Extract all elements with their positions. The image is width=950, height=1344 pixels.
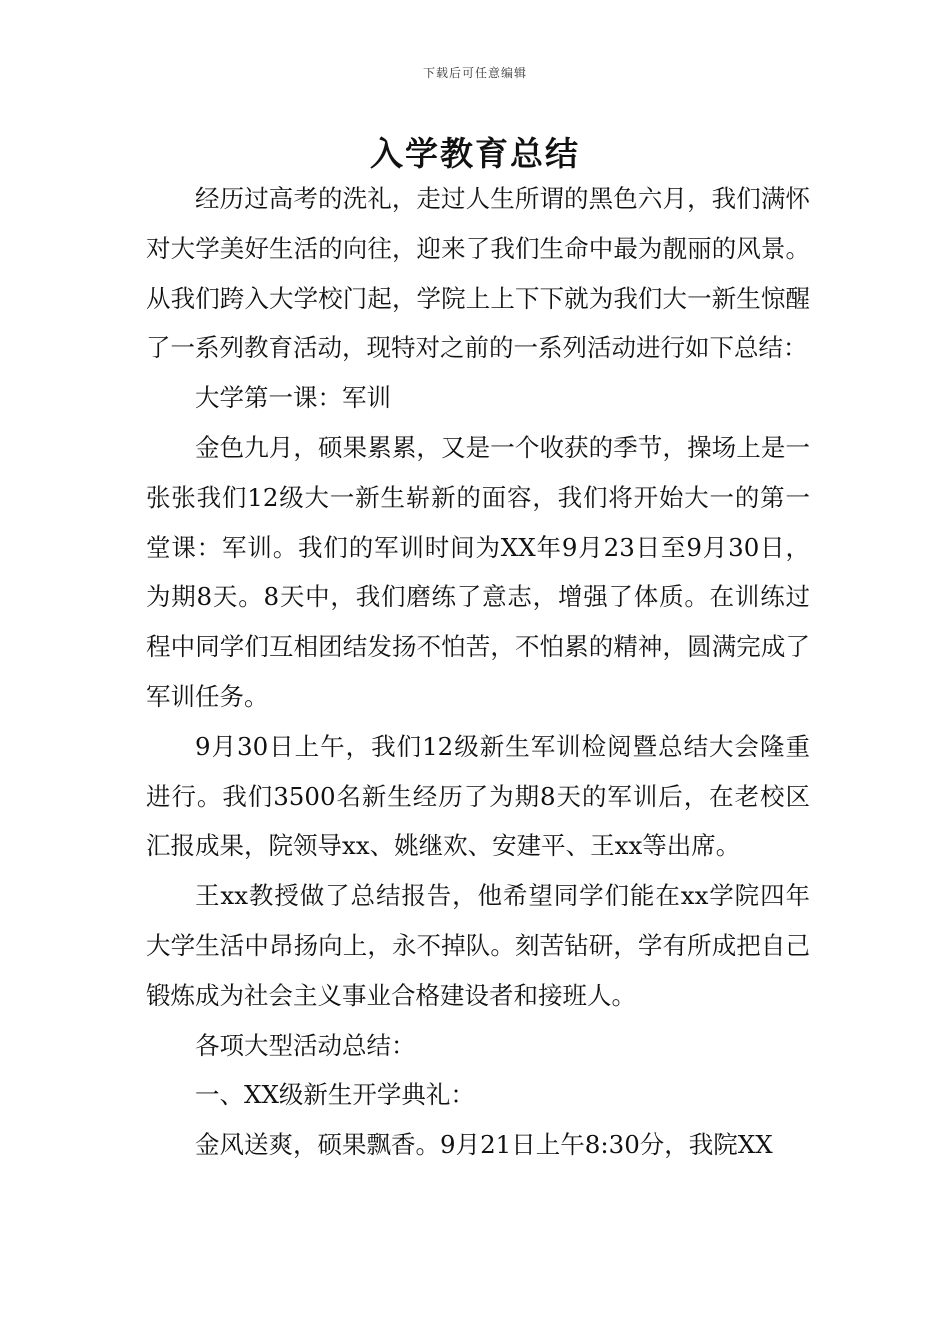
paragraph-military-training: 金色九月，硕果累累，又是一个收获的季节，操场上是一张张我们12级大一新生崭新的面容，我们将开始大一的第一堂课：军训。我们的军训时间为XX年9月23日至9月30日，为期8天。8天中，我们磨练了意志，增强了体质。在训练过程中同学们互相团结发扬不怕苦，不怕累的精神，圆满完成了军训任务。 xyxy=(146,432,810,711)
subheading-opening-ceremony: 一、XX级新生开学典礼： xyxy=(195,1080,475,1110)
section-heading-military-training: 大学第一课：军训 xyxy=(195,383,391,413)
paragraph-review-ceremony: 9月30日上午，我们12级新生军训检阅暨总结大会隆重进行。我们3500名新生经历了为期8天的军训后，在老校区汇报成果，院领导xx、姚继欢、安建平、王xx等出席。 xyxy=(146,731,810,861)
paragraph-intro: 经历过高考的洗礼，走过人生所谓的黑色六月，我们满怀对大学美好生活的向往，迎来了我们生命中最为靓丽的风景。从我们跨入大学校门起，学院上上下下就为我们大一新生惊醒了一系列教育活动，现特对之前的一系列活动进行如下总结： xyxy=(146,184,810,363)
paragraph-summary-report: 王xx教授做了总结报告，他希望同学们能在xx学院四年大学生活中昂扬向上，永不掉队。刻苦钻研，学有所成把自己锻炼成为社会主义事业合格建设者和接班人。 xyxy=(146,881,810,1010)
paragraph-opening-ceremony: 金风送爽，硕果飘香。9月21日上午8:30分，我院XX xyxy=(195,1130,773,1160)
header-note: 下载后可任意编辑 xyxy=(422,66,527,80)
section-heading-activities: 各项大型活动总结： xyxy=(195,1030,416,1060)
document-body xyxy=(146,174,810,1170)
document-title: 入学教育总结 xyxy=(370,134,580,173)
